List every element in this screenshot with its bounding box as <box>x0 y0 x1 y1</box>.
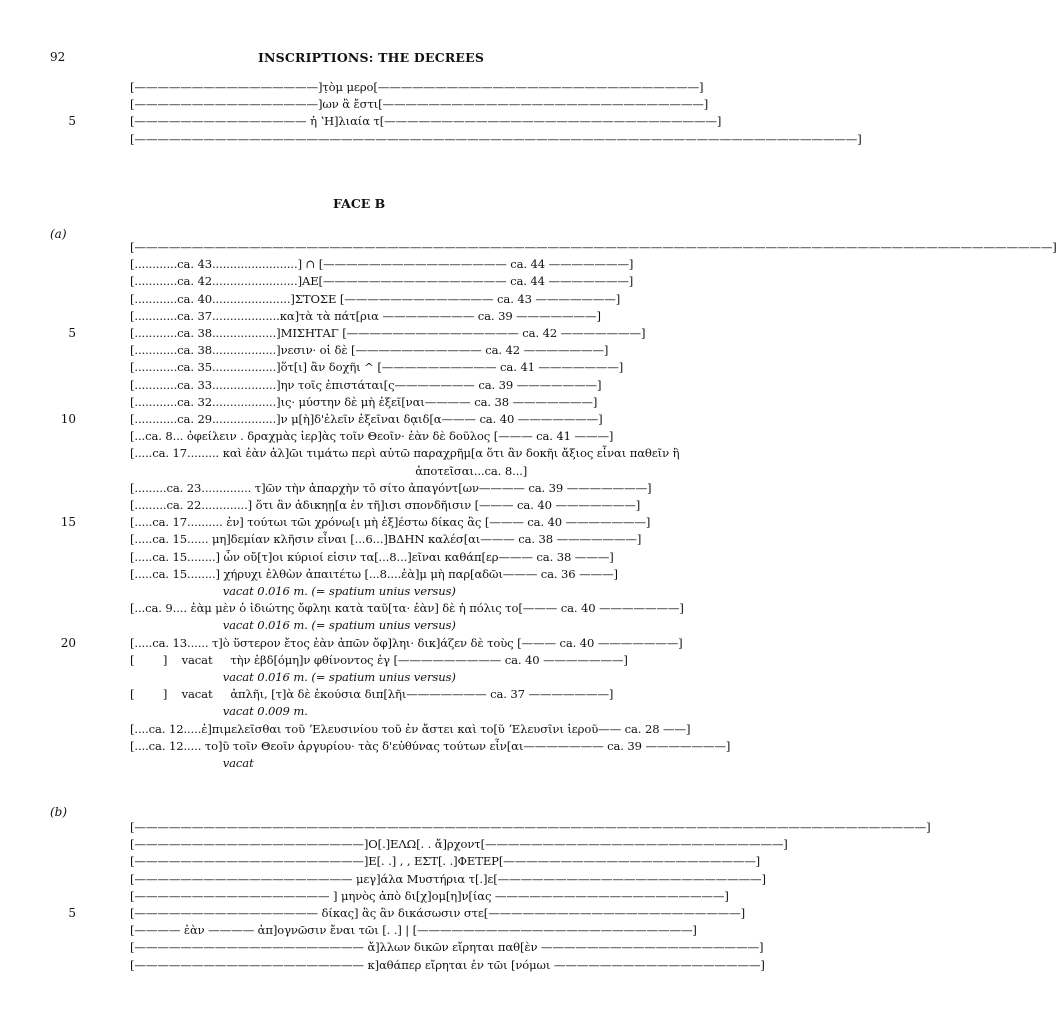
inscription-text: [———————————————————— κ]αθάπερ εἴρηται ἐν τῶι [νόμωι ——————————————————] <box>130 957 765 972</box>
inscription-text: [——————————————— ἡ ʽΗ]λιαία τ[—————————————————————————————] <box>130 114 722 129</box>
inscription-text: [............ca. 37...................κα]τὰ τὰ πάτ[ρια ———————— ca. 39 ———————] <box>130 308 601 323</box>
line-number: 10 <box>60 412 76 426</box>
section-label-b: (b) <box>50 805 68 819</box>
inscription-text: [............ca. 35..................]ὅτ[ι] ἂν δοχῆι ^ [—————————— ca. 41 ———————] <box>130 360 624 375</box>
face-heading: FACE B <box>333 196 386 211</box>
inscription-text: [............ca. 33..................]ην τοῖς ἐπιστάται[ς——————— ca. 39 ———————] <box>130 377 602 392</box>
inscription-text: [———— ἐὰν ———— ἀπ]ογνῶσιν ἔναι τῶι [. .] | [————————————————————————] <box>130 923 697 938</box>
vacat-note: vacat 0.016 m. (= spatium unius versus) <box>130 584 456 598</box>
inscription-text: [———————————————————————————————————————————————————————————————] <box>130 131 862 146</box>
inscription-text: [............ca. 43........................] ∩ [———————————————— ca. 44 ———————] <box>130 257 634 272</box>
inscription-text: [—————————————————————————————————————————————————————————————————————] <box>130 820 931 834</box>
section-label-a: (a) <box>50 227 67 241</box>
line-number: 20 <box>60 635 76 650</box>
inscription-text: [———————————————— δίκας] ἃς ἂν δικάσωσιν στε[——————————————————————] <box>130 906 746 920</box>
inscription-text: [.....ca. 15........] ὧν οὔ[τ]οι κύριοί εἰσιν τα[...8...]εῖναι καθάπ[ερ——— ca. 38 ———] <box>130 549 614 564</box>
page-number: 92 <box>50 50 66 64</box>
inscription-text: [.....ca. 17.......... ἐν] τούτωι τῶι χρόνω[ι μὴ ἐξ]έστω δίκας ἃς [——— ca. 40 ———————] <box>130 515 651 530</box>
inscription-text: [ ] vacat ἀπλῆι, [τ]ὰ δὲ ἑκούσια διπ[λῆι——————— ca. 37 ———————] <box>130 687 614 702</box>
inscription-text: [————————————————————————————————————————————————————————————————————————————————] <box>130 240 1057 254</box>
inscription-text: [ ] vacat τὴν ἑβδ[όμη]ν φθίνοντος ἐγ [————————— ca. 40 ———————] <box>130 652 628 667</box>
inscription-text: [...ca. 8... ὀφείλειν . δραχμὰς ἱερ]ὰς τοῖν Θεοῖν· ἐὰν δὲ δοῦλος [——— ca. 41 ———] <box>130 429 614 444</box>
inscription-text: [.....ca. 15........] χήρυχι ἐλθὼν ἀπαιτέτω [...8....ἐὰ]μ μὴ παρ[αδῶι——— ca. 36 ———] <box>130 566 618 581</box>
inscription-text: [————————————————— ] μηνὸς ἀπὸ δι[χ]ομ[η]ν[ίας ————————————————————] <box>130 888 729 903</box>
vacat-note: vacat 0.016 m. (= spatium unius versus) <box>130 670 456 684</box>
inscription-text: [.........ca. 23.............. τ]ῶν τὴν ἀπαρχὴν τō σίτο ἀπαγόντ[ων———— ca. 39 ———————] <box>130 480 652 495</box>
inscription-text: [...ca. 9.... ἐὰμ μὲν ὁ ἰδιώτης ὄφληι κατὰ ταῦ[τα· ἐὰν] δὲ ἡ πόλις το[——— ca. 40 ———————] <box>130 601 684 616</box>
inscription-text: [——————————————————— μεγ]άλα Μυστήρια τ[.]ε[———————————————————————] <box>130 871 766 886</box>
vacat-note: vacat <box>130 756 254 770</box>
inscription-text: [............ca. 32..................]ις· μύστην δὲ μὴ ἐξεῖ[ναι———— ca. 38 ———————] <box>130 394 598 409</box>
inscription-text: [————————————————————]Ε[. .] , , ΕΣΤ[. .]ΦΕΤΕΡ[——————————————————————] <box>130 854 761 869</box>
inscription-text: [............ca. 42........................]ΑΕ[———————————————— ca. 44 ———————] <box>130 274 634 289</box>
line-number: 5 <box>68 114 76 129</box>
inscription-text: [.....ca. 15...... μη]δεμίαν κλῆσιν εἶναι [...6...]ΒΔΗΝ καλέσ[αι——— ca. 38 ———————] <box>130 532 642 547</box>
inscription-text: [............ca. 38..................]νεσιν· οἱ δὲ [——————————— ca. 42 ———————] <box>130 343 609 358</box>
inscription-text: [————————————————————]Ο[.]ΕΛΩ[. . ἄ]ρχοντ[——————————————————————————] <box>130 837 788 852</box>
inscription-text: [............ca. 38..................]ΜΙΣΗΤΑΓ [——————————————— ca. 42 ———————] <box>130 326 646 340</box>
line-number: 15 <box>60 515 76 530</box>
inscription-text: [————————————————]ων ἃ ἔστι[————————————————————————————] <box>130 97 709 112</box>
vacat-note: vacat 0.009 m. <box>130 704 308 719</box>
inscription-text: ἀποτεῖσαι...ca. 8...] <box>130 463 528 478</box>
vacat-note: vacat 0.016 m. (= spatium unius versus) <box>130 618 456 633</box>
inscription-text: [............ca. 40......................]ΣΤΟΣΕ [————————————— ca. 43 ———————] <box>130 291 621 306</box>
line-number: 5 <box>68 906 76 920</box>
inscription-text: [———————————————————— ἄ]λλων δικῶν εἴρηται παθ[ὲν ———————————————————] <box>130 940 764 955</box>
line-number: 5 <box>68 326 76 340</box>
inscription-text: [............ca. 29..................]ν μ[ὴ]δ'ἐλεῖν ἐξεῖναι δᾳιδ[α——— ca. 40 ———————] <box>130 412 603 426</box>
running-head: INSCRIPTIONS: THE DECREES <box>258 50 485 65</box>
inscription-text: [.........ca. 22.............] ὅτι ἂν ἀδικηῃ[α ἐν τῆ]ισι σπονδῆισιν [——— ca. 40 ———————] <box>130 498 641 512</box>
inscription-text: [....ca. 12..... το]ῦ τοῖν Θεοῖν ἀργυρίου· τὰς δ'εὐθύνας τούτων εἶν[αι——————— ca. 39 ———————] <box>130 738 731 753</box>
inscription-text: [.....ca. 17......... καὶ ἐὰν ἀλ]ῶι τιμάτω περὶ αὐτῶ παραχρῆμ[α ὅτι ἂν δοκῆι ἄξιος εἶναι παθεῖν ἢ <box>130 446 680 461</box>
inscription-text: [.....ca. 13...... τ]ὸ ὕστερον ἔτος ἐὰν ἀπῶν ὄφ]ληι· δικ]άζεν δὲ τοὺς [——— ca. 40 ———————] <box>130 635 683 650</box>
inscription-text: [....ca. 12.....ἐ]πιμελεῖσθαι τοῦ ʼΕλευσινίου τοῦ ἐν ἄστει καὶ το[ῦ ʼΕλευσῖνι ἱεροῦ—— ca. 28 ——] <box>130 721 691 736</box>
inscription-text: [————————————————]τ̣ὸμ μερο[————————————————————————————] <box>130 80 704 94</box>
